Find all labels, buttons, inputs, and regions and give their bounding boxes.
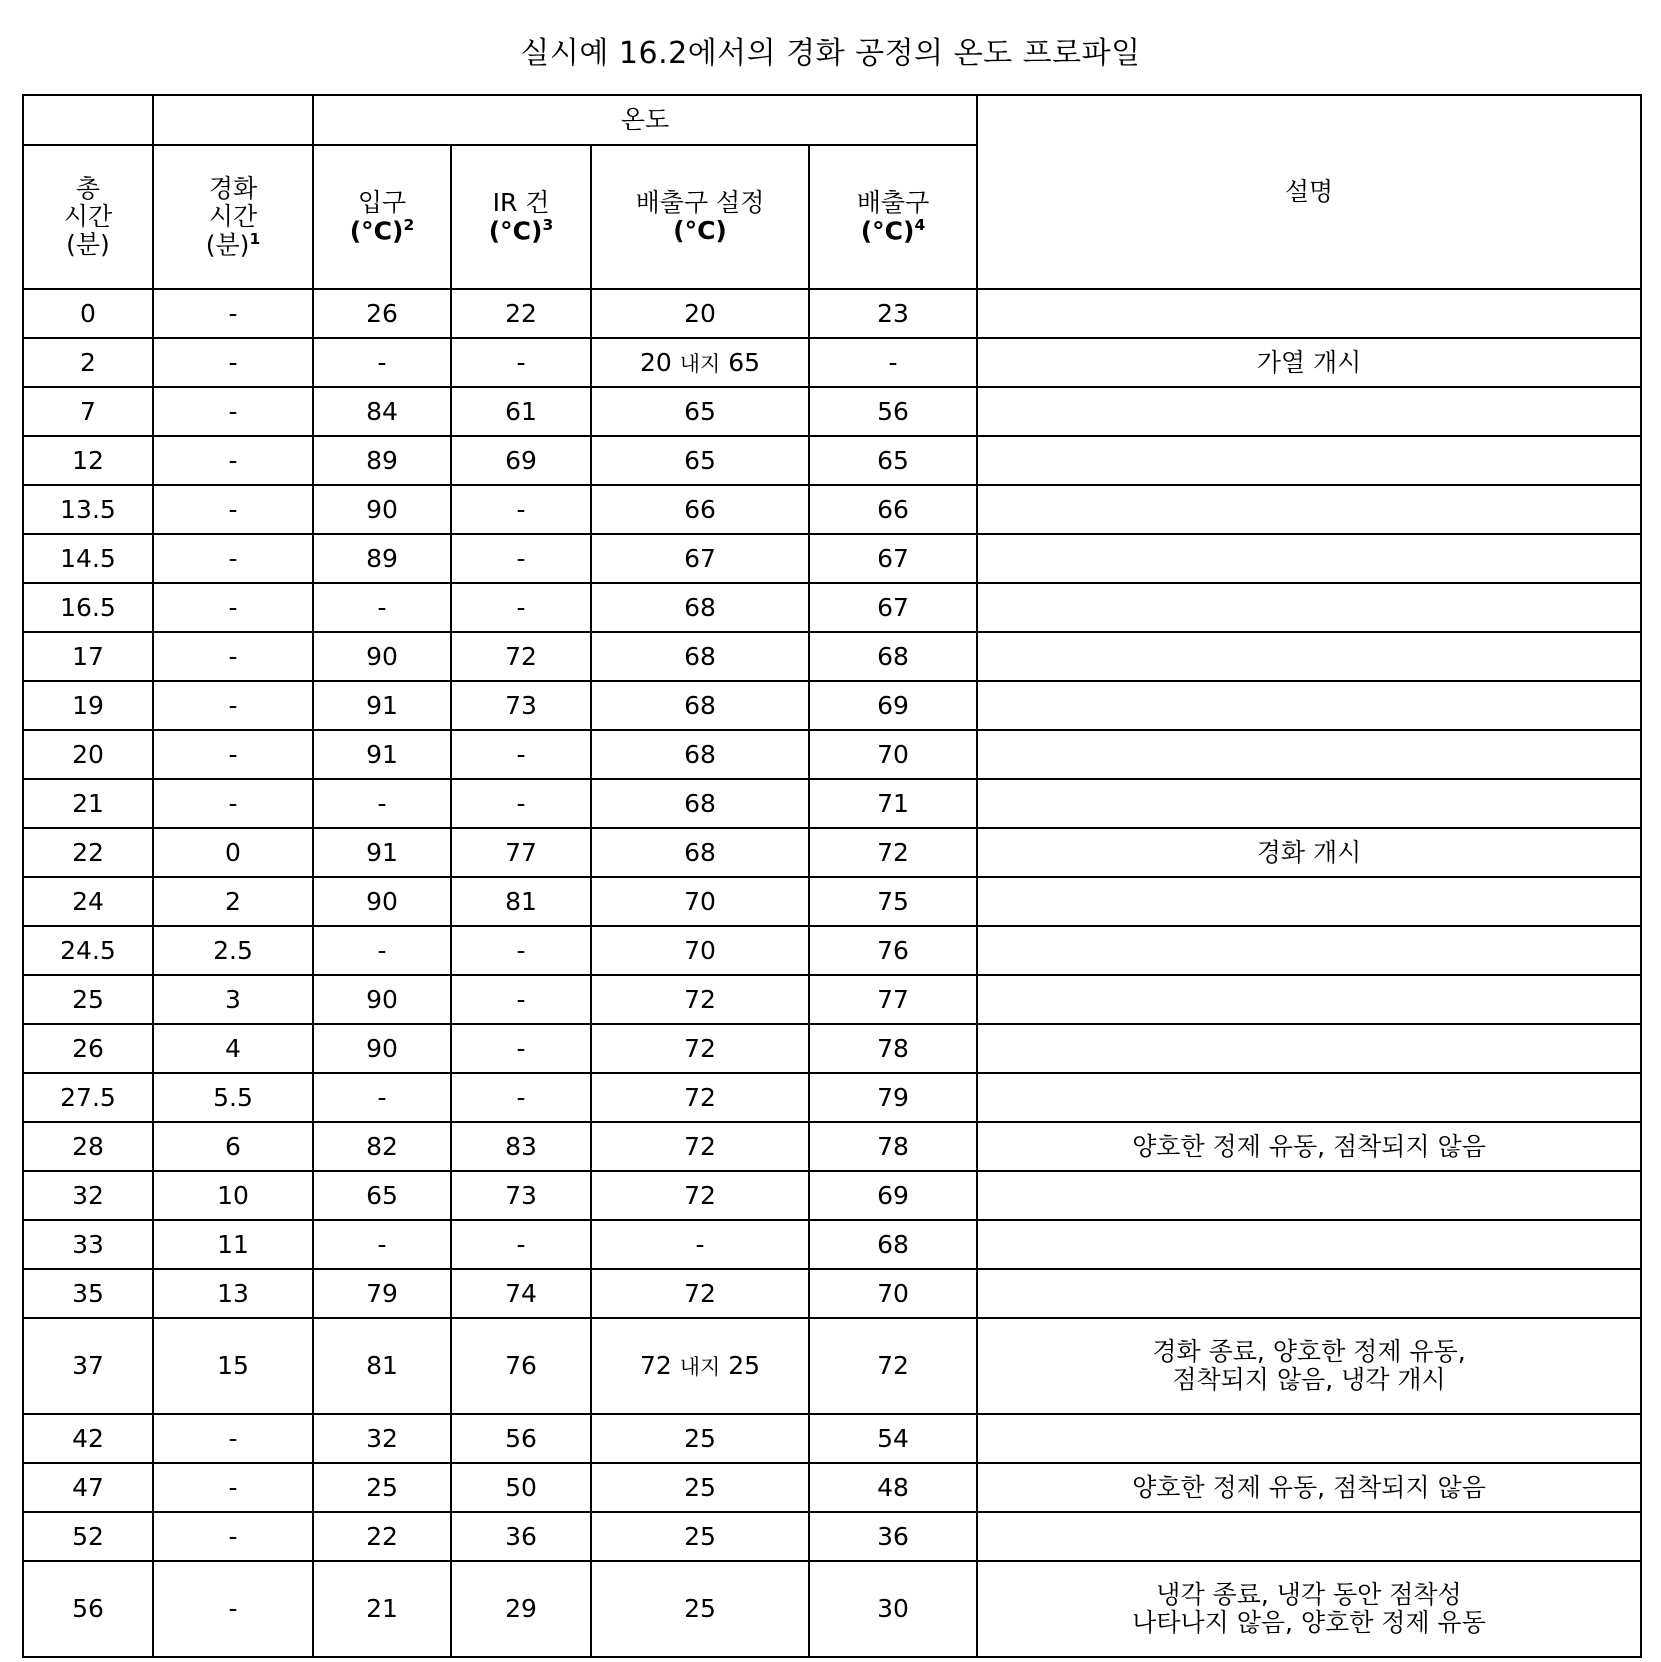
- header-cure-time-line2: 시간: [208, 201, 258, 231]
- cell-inlet-temp: 89: [313, 534, 451, 583]
- header-total-time: [23, 145, 153, 289]
- cell-ir-gun-temp: -: [451, 730, 591, 779]
- cell-description: [977, 877, 1641, 926]
- table-row: [23, 926, 1641, 975]
- cell-cure-time: -: [153, 1463, 313, 1512]
- cell-description: [977, 289, 1641, 338]
- cell-inlet-temp: 82: [313, 1122, 451, 1171]
- table-row: [23, 338, 1641, 387]
- table-row: [23, 975, 1641, 1024]
- cell-inlet-temp: -: [313, 338, 451, 387]
- cell-exit-temp: 70: [809, 730, 977, 779]
- cell-cure-time: -: [153, 1512, 313, 1561]
- table-row: [23, 1414, 1641, 1463]
- cell-ir-gun-temp: 61: [451, 387, 591, 436]
- cell-ir-gun-temp: 36: [451, 1512, 591, 1561]
- header-inlet-line1: 입구: [357, 187, 407, 217]
- cell-cure-time: -: [153, 485, 313, 534]
- cell-exit-setting-temp: 72: [591, 1122, 809, 1171]
- cell-description: [977, 583, 1641, 632]
- cell-ir-gun-temp: -: [451, 779, 591, 828]
- cell-exit-temp: 56: [809, 387, 977, 436]
- cell-cure-time: 5.5: [153, 1073, 313, 1122]
- cell-cure-time: 15: [153, 1318, 313, 1414]
- cell-exit-setting-temp: 65: [591, 387, 809, 436]
- cell-exit-temp: 69: [809, 1171, 977, 1220]
- cell-exit-setting-temp: 25: [591, 1463, 809, 1512]
- cell-exit-setting-temp: 20 내지 65: [591, 338, 809, 387]
- cell-inlet-temp: 89: [313, 436, 451, 485]
- cell-exit-setting-temp: 68: [591, 583, 809, 632]
- cell-exit-setting-temp: 72: [591, 975, 809, 1024]
- cell-inlet-temp: 22: [313, 1512, 451, 1561]
- cell-total-time: 19: [23, 681, 153, 730]
- cell-total-time: 13.5: [23, 485, 153, 534]
- table-row: [23, 485, 1641, 534]
- cell-description: 양호한 정제 유동, 점착되지 않음: [977, 1122, 1641, 1171]
- cell-exit-temp: 70: [809, 1269, 977, 1318]
- cell-description: [977, 926, 1641, 975]
- cell-total-time: 12: [23, 436, 153, 485]
- cell-cure-time: -: [153, 681, 313, 730]
- cell-total-time: 24: [23, 877, 153, 926]
- cell-ir-gun-temp: 77: [451, 828, 591, 877]
- cell-exit-temp: 67: [809, 583, 977, 632]
- cell-inlet-temp: -: [313, 1220, 451, 1269]
- cell-description: [977, 1171, 1641, 1220]
- cell-exit-setting-temp: 20: [591, 289, 809, 338]
- header-exit-line1: 배출구: [856, 187, 930, 217]
- cell-total-time: 47: [23, 1463, 153, 1512]
- cell-description: [977, 534, 1641, 583]
- cell-description: [977, 975, 1641, 1024]
- cell-total-time: 0: [23, 289, 153, 338]
- cell-exit-setting-temp: -: [591, 1220, 809, 1269]
- cell-cure-time: -: [153, 338, 313, 387]
- cell-ir-gun-temp: 81: [451, 877, 591, 926]
- cell-description: 가열 개시: [977, 338, 1641, 387]
- header-exit-unit: $(^\circ C)^4$: [860, 215, 926, 246]
- cell-ir-gun-temp: -: [451, 1220, 591, 1269]
- cell-cure-time: 6: [153, 1122, 313, 1171]
- cell-ir-gun-temp: -: [451, 926, 591, 975]
- table-row: [23, 632, 1641, 681]
- table-body: [23, 289, 1641, 1657]
- cell-inlet-temp: 32: [313, 1414, 451, 1463]
- header-inlet-unit: $(^\circ C)^2$: [349, 215, 415, 246]
- table-row: [23, 583, 1641, 632]
- cell-ir-gun-temp: -: [451, 583, 591, 632]
- cell-total-time: 28: [23, 1122, 153, 1171]
- cell-exit-temp: 79: [809, 1073, 977, 1122]
- cell-inlet-temp: 65: [313, 1171, 451, 1220]
- cell-exit-setting-temp: 25: [591, 1561, 809, 1657]
- cell-cure-time: 4: [153, 1024, 313, 1073]
- cell-exit-temp: 75: [809, 877, 977, 926]
- cell-cure-time: -: [153, 387, 313, 436]
- cell-exit-temp: 71: [809, 779, 977, 828]
- cell-cure-time: -: [153, 632, 313, 681]
- cell-ir-gun-temp: 74: [451, 1269, 591, 1318]
- cell-inlet-temp: 81: [313, 1318, 451, 1414]
- cell-ir-gun-temp: 50: [451, 1463, 591, 1512]
- cell-exit-temp: -: [809, 338, 977, 387]
- cell-exit-setting-temp: 68: [591, 681, 809, 730]
- cell-exit-setting-temp: 72: [591, 1269, 809, 1318]
- cell-cure-time: -: [153, 289, 313, 338]
- cell-exit-setting-temp: 68: [591, 730, 809, 779]
- cell-ir-gun-temp: 56: [451, 1414, 591, 1463]
- cell-total-time: 16.5: [23, 583, 153, 632]
- cell-total-time: 56: [23, 1561, 153, 1657]
- cell-ir-gun-temp: -: [451, 1024, 591, 1073]
- cell-ir-gun-temp: 69: [451, 436, 591, 485]
- cell-description: [977, 681, 1641, 730]
- cell-description: [977, 1512, 1641, 1561]
- header-ir-gun-unit: $(^\circ C)^3$: [488, 215, 554, 246]
- cell-description: [977, 436, 1641, 485]
- cell-description: [977, 387, 1641, 436]
- cell-cure-time: -: [153, 1414, 313, 1463]
- cell-exit-temp: 78: [809, 1122, 977, 1171]
- cell-inlet-temp: 25: [313, 1463, 451, 1512]
- header-total-time-line2: 시간: [63, 202, 113, 231]
- cell-exit-setting-temp: 72 내지 25: [591, 1318, 809, 1414]
- table-row: [23, 681, 1641, 730]
- cell-total-time: 42: [23, 1414, 153, 1463]
- cell-inlet-temp: -: [313, 583, 451, 632]
- header-cure-time-line1: 경화: [208, 173, 258, 203]
- cell-description: [977, 1220, 1641, 1269]
- cell-ir-gun-temp: -: [451, 1073, 591, 1122]
- cell-ir-gun-temp: 83: [451, 1122, 591, 1171]
- cell-exit-setting-temp: 25: [591, 1414, 809, 1463]
- table-row: [23, 1318, 1641, 1414]
- cell-inlet-temp: 90: [313, 877, 451, 926]
- cell-ir-gun-temp: 29: [451, 1561, 591, 1657]
- cell-inlet-temp: 91: [313, 828, 451, 877]
- cell-exit-temp: 30: [809, 1561, 977, 1657]
- cell-inlet-temp: 79: [313, 1269, 451, 1318]
- cell-total-time: 32: [23, 1171, 153, 1220]
- header-exit-setting: [591, 145, 809, 289]
- cell-exit-temp: 36: [809, 1512, 977, 1561]
- table-row: [23, 1171, 1641, 1220]
- cell-inlet-temp: 26: [313, 289, 451, 338]
- cell-total-time: 27.5: [23, 1073, 153, 1122]
- cell-total-time: 25: [23, 975, 153, 1024]
- cell-exit-temp: 23: [809, 289, 977, 338]
- cell-cure-time: -: [153, 583, 313, 632]
- table-header: [23, 95, 1641, 289]
- cell-exit-setting-temp: 67: [591, 534, 809, 583]
- cell-exit-setting-temp: 72: [591, 1024, 809, 1073]
- cell-exit-temp: 69: [809, 681, 977, 730]
- cell-inlet-temp: -: [313, 779, 451, 828]
- cell-ir-gun-temp: 72: [451, 632, 591, 681]
- header-exit-setting-unit: (°C): [673, 216, 727, 245]
- cell-exit-temp: 65: [809, 436, 977, 485]
- cell-exit-setting-temp: 68: [591, 632, 809, 681]
- cell-cure-time: -: [153, 730, 313, 779]
- cell-exit-setting-temp: 70: [591, 926, 809, 975]
- header-cure-time-line3: (분)$^1$: [205, 229, 261, 260]
- table-row: [23, 1122, 1641, 1171]
- table-row: [23, 1561, 1641, 1657]
- header-blank-total: [23, 95, 153, 145]
- cell-inlet-temp: 90: [313, 1024, 451, 1073]
- cell-cure-time: 10: [153, 1171, 313, 1220]
- cell-total-time: 7: [23, 387, 153, 436]
- cell-total-time: 14.5: [23, 534, 153, 583]
- cell-total-time: 24.5: [23, 926, 153, 975]
- cell-ir-gun-temp: -: [451, 338, 591, 387]
- cell-exit-temp: 78: [809, 1024, 977, 1073]
- cell-cure-time: 0: [153, 828, 313, 877]
- cell-description: [977, 485, 1641, 534]
- table-row: [23, 1463, 1641, 1512]
- cell-exit-setting-temp: 25: [591, 1512, 809, 1561]
- header-inlet: [313, 145, 451, 289]
- cell-cure-time: 2: [153, 877, 313, 926]
- cell-description: 경화 개시: [977, 828, 1641, 877]
- cell-exit-setting-temp: 68: [591, 779, 809, 828]
- table-row: [23, 436, 1641, 485]
- cell-total-time: 17: [23, 632, 153, 681]
- cell-exit-temp: 72: [809, 1318, 977, 1414]
- table-row: [23, 387, 1641, 436]
- header-total-time-line3: (분): [66, 230, 110, 259]
- cell-description: [977, 1073, 1641, 1122]
- cell-inlet-temp: 91: [313, 681, 451, 730]
- temperature-profile-table: [22, 94, 1642, 1658]
- cell-description: [977, 1269, 1641, 1318]
- cell-ir-gun-temp: 22: [451, 289, 591, 338]
- header-exit: [809, 145, 977, 289]
- cell-total-time: 26: [23, 1024, 153, 1073]
- cell-total-time: 35: [23, 1269, 153, 1318]
- cell-cure-time: 11: [153, 1220, 313, 1269]
- cell-exit-setting-temp: 72: [591, 1171, 809, 1220]
- cell-inlet-temp: -: [313, 1073, 451, 1122]
- cell-description: 양호한 정제 유동, 점착되지 않음: [977, 1463, 1641, 1512]
- header-ir-gun: [451, 145, 591, 289]
- cell-description: 냉각 종료, 냉각 동안 점착성 나타나지 않음, 양호한 정제 유동: [977, 1561, 1641, 1657]
- header-cure-time: [153, 145, 313, 289]
- cell-exit-temp: 72: [809, 828, 977, 877]
- cell-description: [977, 1024, 1641, 1073]
- cell-cure-time: -: [153, 436, 313, 485]
- cell-exit-setting-temp: 66: [591, 485, 809, 534]
- cell-cure-time: -: [153, 779, 313, 828]
- cell-inlet-temp: 21: [313, 1561, 451, 1657]
- cell-ir-gun-temp: 73: [451, 1171, 591, 1220]
- cell-exit-temp: 77: [809, 975, 977, 1024]
- cell-total-time: 37: [23, 1318, 153, 1414]
- header-ir-gun-line1: IR 건: [492, 187, 550, 217]
- cell-exit-temp: 66: [809, 485, 977, 534]
- cell-exit-temp: 54: [809, 1414, 977, 1463]
- cell-exit-setting-temp: 65: [591, 436, 809, 485]
- cell-ir-gun-temp: -: [451, 975, 591, 1024]
- cell-inlet-temp: 90: [313, 632, 451, 681]
- cell-cure-time: 13: [153, 1269, 313, 1318]
- cell-total-time: 22: [23, 828, 153, 877]
- header-blank-cure: [153, 95, 313, 145]
- cell-inlet-temp: 84: [313, 387, 451, 436]
- cell-description: [977, 779, 1641, 828]
- table-row: [23, 534, 1641, 583]
- table-row: [23, 877, 1641, 926]
- cell-total-time: 21: [23, 779, 153, 828]
- table-row: [23, 1269, 1641, 1318]
- cell-ir-gun-temp: -: [451, 534, 591, 583]
- cell-total-time: 2: [23, 338, 153, 387]
- cell-exit-temp: 48: [809, 1463, 977, 1512]
- table-header-group-row: [23, 95, 1641, 145]
- cell-description: [977, 730, 1641, 779]
- cell-cure-time: 2.5: [153, 926, 313, 975]
- cell-exit-temp: 68: [809, 1220, 977, 1269]
- cell-inlet-temp: -: [313, 926, 451, 975]
- cell-ir-gun-temp: 73: [451, 681, 591, 730]
- cell-inlet-temp: 90: [313, 975, 451, 1024]
- cell-inlet-temp: 90: [313, 485, 451, 534]
- cell-cure-time: -: [153, 1561, 313, 1657]
- cell-exit-temp: 76: [809, 926, 977, 975]
- table-row: [23, 828, 1641, 877]
- cell-description: 경화 종료, 양호한 정제 유동, 점착되지 않음, 냉각 개시: [977, 1318, 1641, 1414]
- cell-cure-time: 3: [153, 975, 313, 1024]
- cell-description: [977, 632, 1641, 681]
- cell-cure-time: -: [153, 534, 313, 583]
- table-row: [23, 1220, 1641, 1269]
- table-row: [23, 1073, 1641, 1122]
- cell-exit-setting-temp: 68: [591, 828, 809, 877]
- cell-description: [977, 1414, 1641, 1463]
- header-exit-setting-line1: 배출구 설정: [635, 188, 765, 217]
- page-title: 실시예 16.2에서의 경화 공정의 온도 프로파일: [520, 36, 1141, 71]
- cell-exit-temp: 68: [809, 632, 977, 681]
- table-row: [23, 1512, 1641, 1561]
- cell-total-time: 52: [23, 1512, 153, 1561]
- cell-total-time: 20: [23, 730, 153, 779]
- header-description: 설명: [977, 95, 1641, 289]
- cell-inlet-temp: 91: [313, 730, 451, 779]
- cell-ir-gun-temp: 76: [451, 1318, 591, 1414]
- cell-ir-gun-temp: -: [451, 485, 591, 534]
- header-total-time-line1: 총: [75, 174, 101, 203]
- table-row: [23, 730, 1641, 779]
- table-row: [23, 1024, 1641, 1073]
- cell-exit-setting-temp: 70: [591, 877, 809, 926]
- cell-total-time: 33: [23, 1220, 153, 1269]
- table-row: [23, 779, 1641, 828]
- cell-exit-setting-temp: 72: [591, 1073, 809, 1122]
- header-temperature-group: 온도: [313, 95, 977, 145]
- cell-exit-temp: 67: [809, 534, 977, 583]
- table-row: [23, 289, 1641, 338]
